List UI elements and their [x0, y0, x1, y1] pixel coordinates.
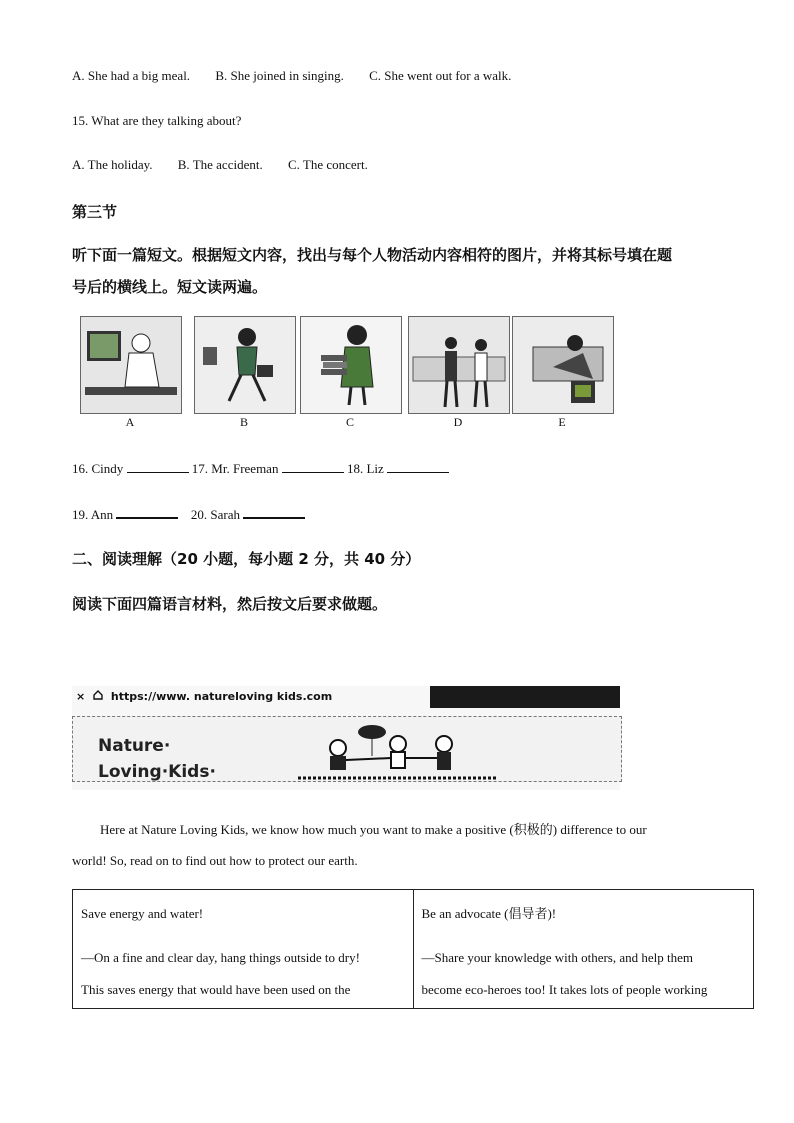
- table-cell-advocate: [413, 890, 754, 1009]
- picture-d: [408, 316, 508, 428]
- part2-instruction: 阅读下面四篇语言材料，然后按文后要求做题。: [72, 595, 388, 613]
- q17-blank[interactable]: [282, 460, 344, 473]
- q16-blank[interactable]: [127, 460, 189, 473]
- table-cell-save-energy: [73, 890, 414, 1009]
- children-holding-hands-illustration: [298, 722, 498, 782]
- part2-title: 二、阅读理解（20 小题，每小题 2 分，共 40 分）: [72, 550, 421, 568]
- banner-dark-strip: [430, 686, 620, 708]
- section3-instruction-2: 号后的横线上。短文读两遍。: [72, 278, 268, 296]
- q14-option-b: B. She joined in singing.: [215, 68, 344, 83]
- save-energy-line-1: —On a fine and clear day, hang things outside to dry!: [81, 950, 360, 965]
- save-energy-line-2: This saves energy that would have been used on the: [81, 982, 351, 997]
- q19-blank[interactable]: [116, 505, 178, 519]
- q19-label: 19. Ann: [72, 507, 114, 522]
- section3-instruction-1: 听下面一篇短文。根据短文内容，找出与每个人物活动内容相符的图片，并将其标号填在题: [72, 246, 673, 264]
- fill-row-1: [72, 460, 449, 477]
- passage-intro-line-2: world! So, read on to find out how to protect our earth.: [72, 853, 358, 868]
- save-energy-heading: Save energy and water!: [81, 906, 204, 921]
- q18-label: 18. Liz: [346, 461, 384, 476]
- tips-table: [72, 889, 754, 1009]
- girl-with-books-illustration: [301, 317, 401, 413]
- fixing-engine-illustration: [513, 317, 614, 413]
- table-row: [73, 890, 754, 1009]
- running-woman-illustration: [195, 317, 295, 413]
- q15-question: 15. What are they talking about?: [72, 113, 242, 128]
- website-banner: [72, 686, 620, 790]
- q14-option-a: A. She had a big meal.: [72, 68, 191, 83]
- picture-strip: [80, 316, 616, 436]
- q18-blank[interactable]: [387, 460, 449, 473]
- two-men-talking-illustration: [409, 317, 509, 413]
- picture-a: [80, 316, 180, 428]
- advocate-line-2: become eco-heroes too! It takes lots of people working: [421, 982, 708, 997]
- picture-b: [194, 316, 294, 428]
- banner-url-bar: [76, 690, 332, 703]
- advocate-heading: Be an advocate (倡导者)!: [421, 906, 557, 921]
- passage-intro-line-1: Here at Nature Loving Kids, we know how much you want to make a positive (积极的) difference to our: [100, 822, 647, 837]
- q16-label: 16. Cindy: [72, 461, 124, 476]
- home-icon: [93, 690, 103, 703]
- close-icon: ×: [76, 690, 86, 703]
- q15-options: [72, 157, 368, 173]
- logo-line-2: Loving·Kids·: [98, 762, 216, 782]
- picture-b-label: B: [239, 415, 248, 429]
- q20-label: 20. Sarah: [190, 507, 241, 522]
- picture-e-label: E: [558, 415, 566, 429]
- q17-label: 17. Mr. Freeman: [191, 461, 279, 476]
- advocate-line-1: —Share your knowledge with others, and help them: [421, 950, 693, 965]
- q15-option-b: B. The accident.: [177, 157, 263, 172]
- picture-c-label: C: [345, 415, 354, 429]
- q20-blank[interactable]: [243, 505, 305, 519]
- picture-a-label: A: [125, 415, 135, 429]
- section3-title: 第三节: [72, 203, 118, 221]
- fill-row-2: [72, 505, 305, 523]
- q15-option-a: A. The holiday.: [72, 157, 153, 172]
- q15-option-c: C. The concert.: [287, 157, 368, 172]
- woman-at-computer-illustration: [81, 317, 181, 413]
- q14-options: [72, 68, 511, 84]
- banner-url: https://www. natureloving kids.com: [110, 690, 333, 703]
- logo-line-1: Nature·: [98, 736, 171, 756]
- picture-d-label: D: [453, 415, 463, 429]
- picture-e: [512, 316, 612, 428]
- q14-option-c: C. She went out for a walk.: [369, 68, 512, 83]
- picture-c: [300, 316, 400, 428]
